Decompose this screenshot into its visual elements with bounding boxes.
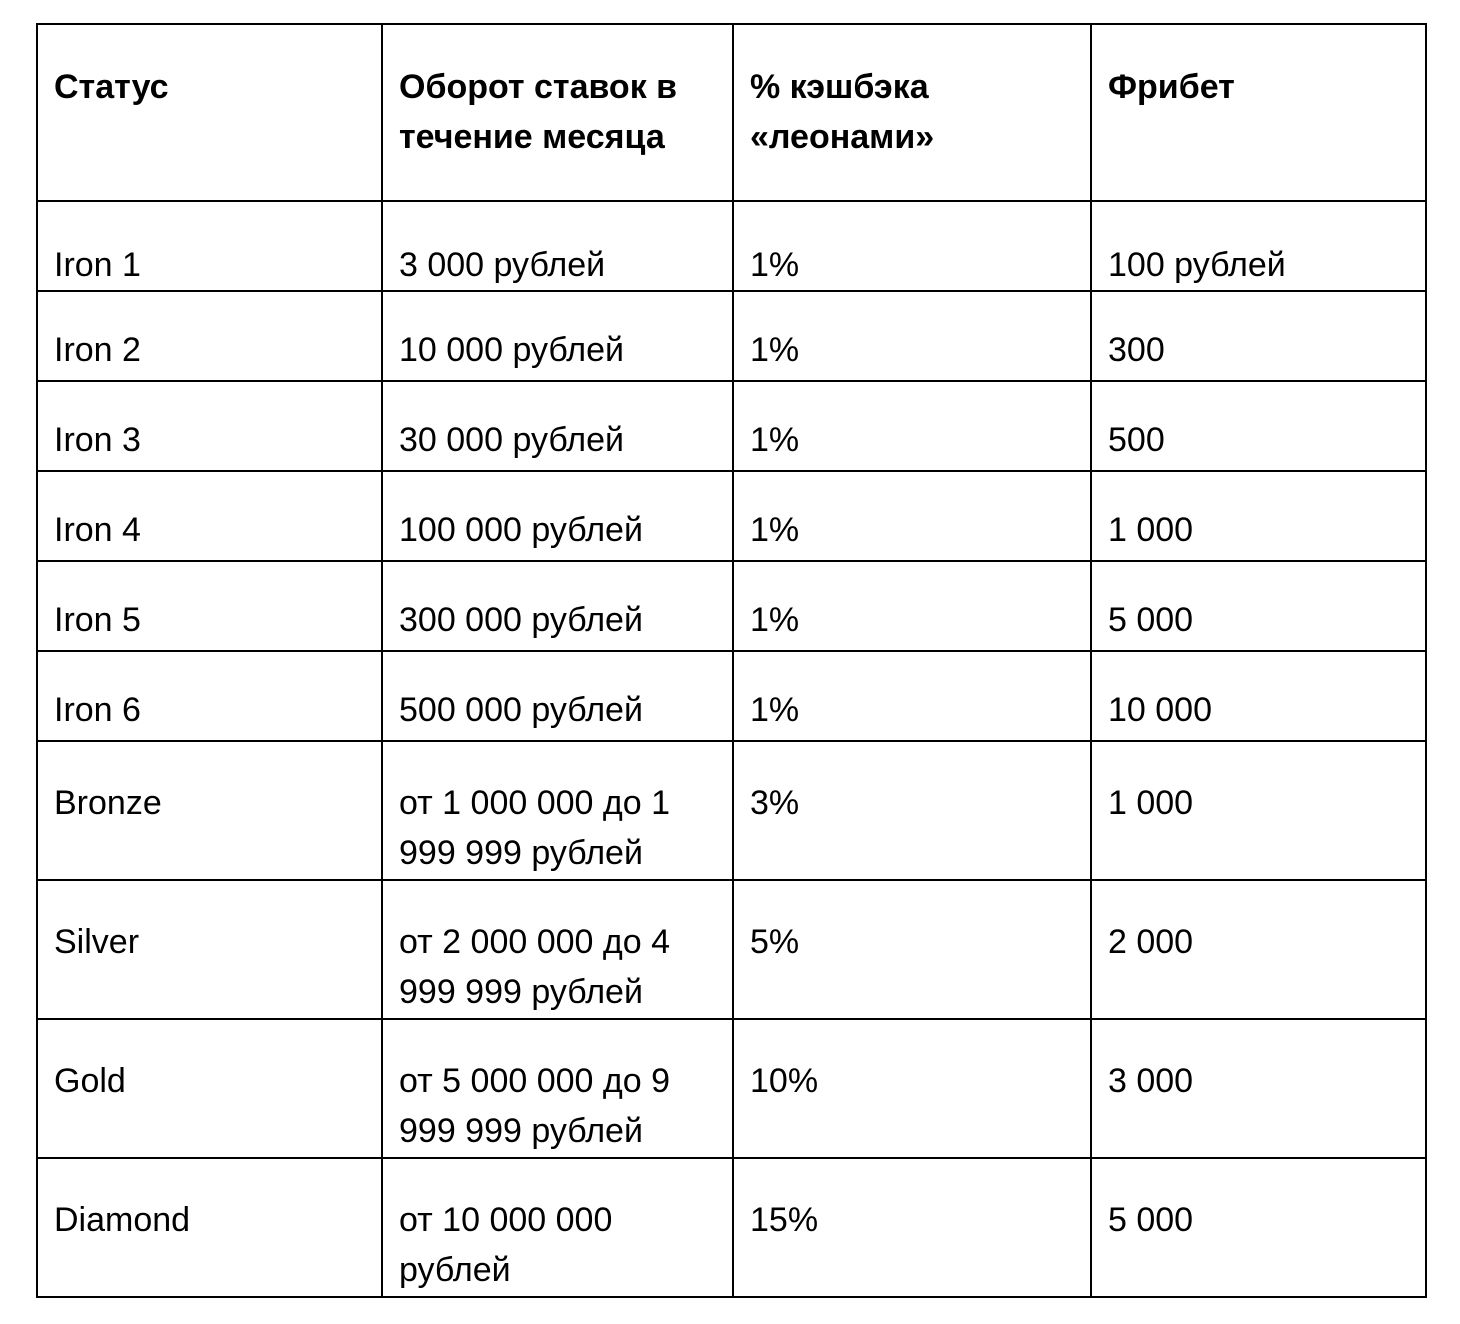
table-row [37,880,1426,1019]
table-row [37,741,1426,880]
cell-cashback: 15% [733,1158,1091,1297]
cell-status: Iron 3 [37,381,382,471]
cell-cashback: 1% [733,291,1091,381]
header-cashback: % кэшбэка «леонами» [733,24,1091,201]
header-freebet: Фрибет [1091,24,1426,201]
cell-status: Iron 4 [37,471,382,561]
cell-status: Gold [37,1019,382,1158]
cell-freebet: 300 [1091,291,1426,381]
cell-freebet: 500 [1091,381,1426,471]
table-row [37,1019,1426,1158]
cell-freebet: 1 000 [1091,471,1426,561]
cell-cashback: 1% [733,651,1091,741]
table-header [37,24,1426,201]
cell-cashback: 1% [733,201,1091,291]
cell-turnover: от 2 000 000 до 4 999 999 рублей [382,880,733,1019]
cell-freebet: 5 000 [1091,1158,1426,1297]
cell-status: Bronze [37,741,382,880]
status-table [36,23,1427,1298]
cell-status: Diamond [37,1158,382,1297]
cell-cashback: 1% [733,561,1091,651]
table-row [37,291,1426,381]
header-row [37,24,1426,201]
table-row [37,651,1426,741]
cell-turnover: от 10 000 000 рублей [382,1158,733,1297]
cell-freebet: 10 000 [1091,651,1426,741]
table-body [37,201,1426,1297]
cell-turnover: 3 000 рублей [382,201,733,291]
cell-turnover: 10 000 рублей [382,291,733,381]
cell-status: Iron 1 [37,201,382,291]
cell-cashback: 5% [733,880,1091,1019]
table-row [37,561,1426,651]
cell-turnover: от 5 000 000 до 9 999 999 рублей [382,1019,733,1158]
cell-cashback: 1% [733,471,1091,561]
cell-status: Silver [37,880,382,1019]
table-row [37,201,1426,291]
header-turnover: Оборот ставок в течение месяца [382,24,733,201]
cell-status: Iron 6 [37,651,382,741]
table-row [37,1158,1426,1297]
cell-turnover: 500 000 рублей [382,651,733,741]
header-status: Статус [37,24,382,201]
cell-cashback: 1% [733,381,1091,471]
table-row [37,381,1426,471]
cell-turnover: 100 000 рублей [382,471,733,561]
cell-status: Iron 2 [37,291,382,381]
cell-cashback: 10% [733,1019,1091,1158]
cell-freebet: 5 000 [1091,561,1426,651]
cell-freebet: 100 рублей [1091,201,1426,291]
table-row [37,471,1426,561]
cell-turnover: от 1 000 000 до 1 999 999 рублей [382,741,733,880]
cell-freebet: 1 000 [1091,741,1426,880]
cell-freebet: 3 000 [1091,1019,1426,1158]
cell-cashback: 3% [733,741,1091,880]
cell-freebet: 2 000 [1091,880,1426,1019]
cell-turnover: 300 000 рублей [382,561,733,651]
cell-status: Iron 5 [37,561,382,651]
cell-turnover: 30 000 рублей [382,381,733,471]
